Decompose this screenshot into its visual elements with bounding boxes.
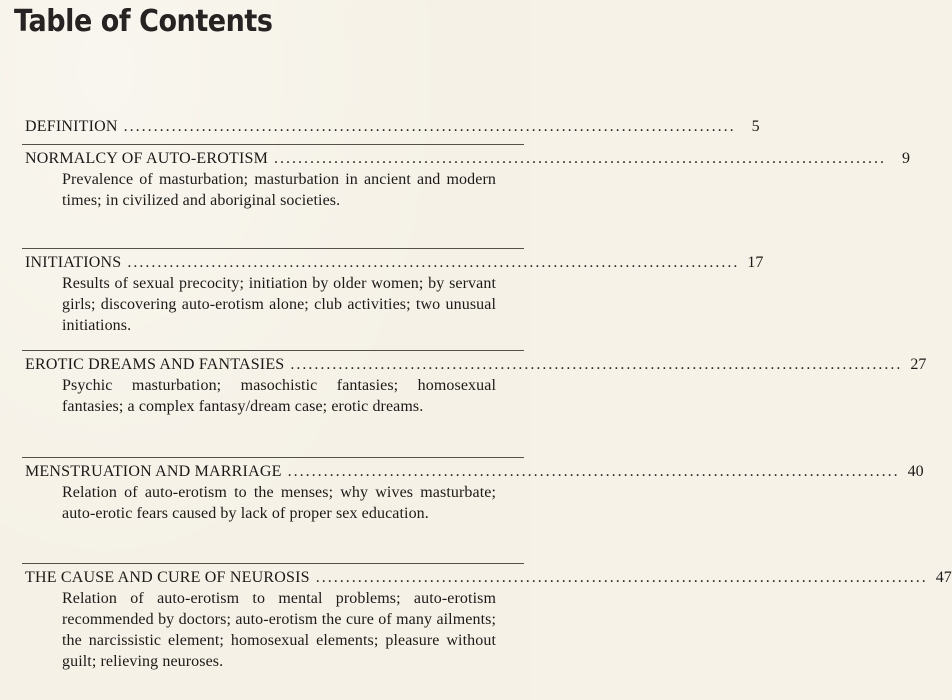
toc-entry-description: Relation of auto-erotism to the menses; why wives masturbate; auto-erotic fears caused by lack of proper sex education.	[62, 484, 496, 522]
toc-entry-line	[0, 116, 760, 137]
toc-entry-title: EROTIC DREAMS AND FANTASIES	[25, 356, 285, 373]
toc-entry-menstruation	[0, 458, 924, 563]
toc-entry-title: NORMALCY OF AUTO-EROTISM	[25, 150, 269, 167]
toc-entry-title: INITIATIONS	[25, 254, 122, 271]
toc-page-number: 27	[910, 356, 927, 373]
dot-leader: ......................................................................................................	[274, 150, 887, 167]
toc-page-number: 5	[751, 118, 760, 135]
dot-leader: ......................................................................................................	[290, 356, 903, 373]
toc-entry-line	[0, 252, 764, 273]
toc-entry-description: Relation of auto-erotism to mental problems; auto-erotism recommended by doctors; auto-erotism the cure of many ailments; the narcissistic element; homosexual elements; pleasure without guilt; relieving neuroses.	[62, 590, 496, 670]
toc-page-number: 40	[907, 463, 924, 480]
toc-entry-description: Results of sexual precocity; initiation by older women; by servant girls; discovering auto-erotism alone; club activities; two unusual initiations.	[62, 275, 496, 334]
toc-entry-line	[0, 148, 911, 169]
toc-page-number: 47	[935, 569, 952, 586]
toc-entry-normalcy	[0, 145, 911, 248]
toc-entry-description: Psychic masturbation; masochistic fantasies; homosexual fantasies; a complex fantasy/dream case; erotic dreams.	[62, 377, 496, 415]
toc-entry-title: THE CAUSE AND CURE OF NEUROSIS	[25, 569, 310, 586]
dot-leader: ......................................................................................................	[127, 254, 740, 271]
toc-entry-line	[0, 354, 927, 375]
toc-entry-line	[0, 567, 952, 588]
toc-entry-initiations	[0, 249, 764, 350]
dot-leader: ......................................................................................................	[315, 569, 928, 586]
toc-entry-title: DEFINITION	[25, 118, 118, 135]
toc-list	[0, 116, 952, 672]
page-title: Table of Contents	[14, 4, 273, 39]
toc-entry-definition	[0, 116, 760, 144]
toc-entry-line	[0, 461, 924, 482]
toc-entry-description: Prevalence of masturbation; masturbation in ancient and modern times; in civilized and aboriginal societies.	[62, 171, 496, 209]
toc-entry-erotic-dreams	[0, 351, 927, 457]
toc-entry-title: MENSTRUATION AND MARRIAGE	[25, 463, 282, 480]
toc-page-number: 9	[902, 150, 911, 167]
dot-leader: ......................................................................................................	[287, 463, 900, 480]
dot-leader: ......................................................................................................	[123, 118, 736, 135]
toc-page-number: 17	[747, 254, 764, 271]
toc-entry-neurosis	[0, 564, 952, 672]
